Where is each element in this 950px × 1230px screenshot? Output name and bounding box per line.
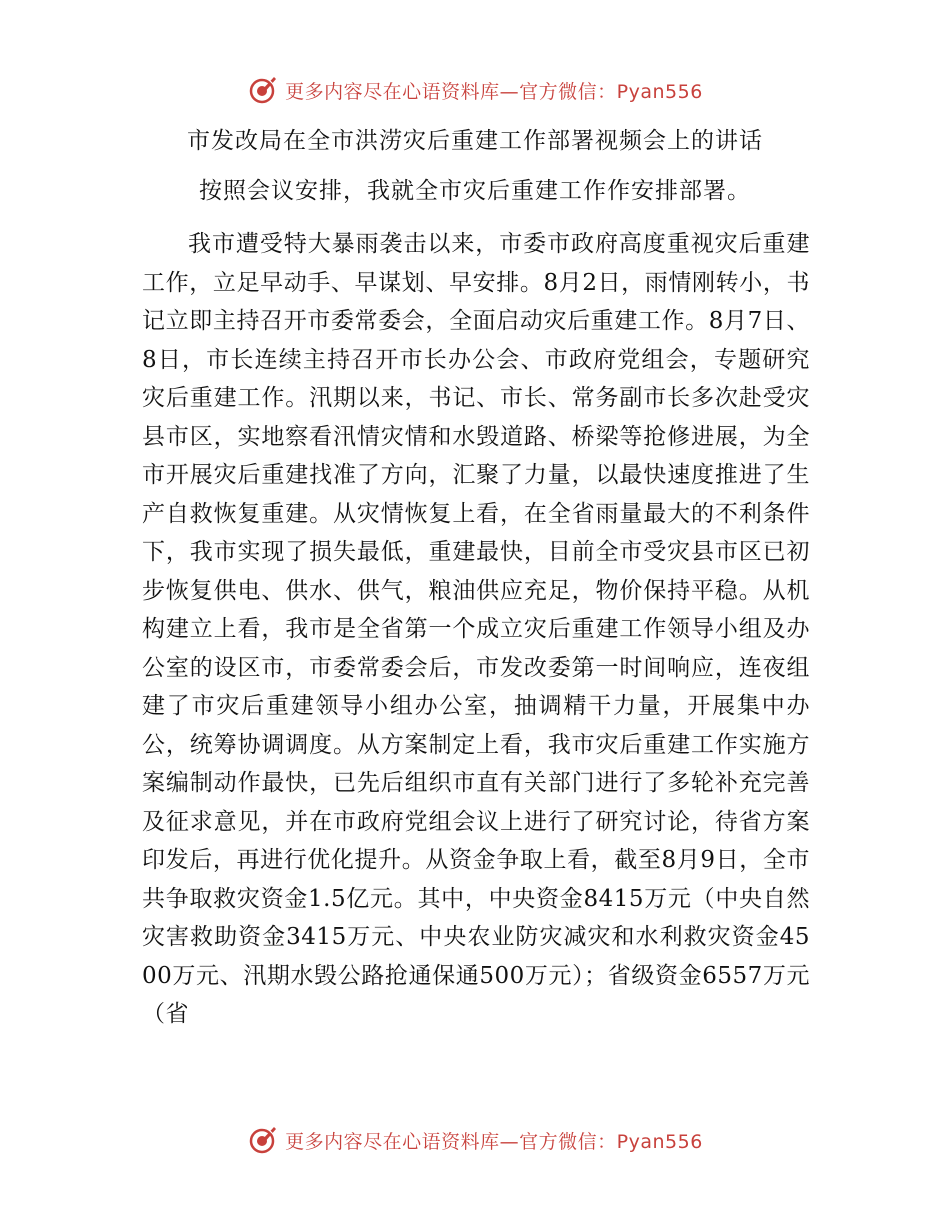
document-title: 市发改局在全市洪涝灾后重建工作部署视频会上的讲话 <box>187 128 763 154</box>
document-body-paragraph: 我市遭受特大暴雨袭击以来，市委市政府高度重视灾后重建工作，立足早动手、早谋划、早安排。8月2日，雨情刚转小，书记立即主持召开市委常委会，全面启动灾后重建工作。8月7日、8日，市长连续主持召开市长办公会、市政府党组会，专题研究灾后重建工作。汛期以来，书记、市长、常务副市长多次赴受灾县市区，实地察看汛情灾情和水毁道路、桥梁等抢修进展，为全市开展灾后重建找准了方向，汇聚了力量，以最快速度推进了生产自救恢复重建。从灾情恢复上看，在全省雨量最大的不利条件下，我市实现了损失最低，重建最快，目前全市受灾县市区已初步恢复供电、供水、供气，粮油供应充足，物价保持平稳。从机构建立上看，我市是全省第一个成立灾后重建工作领导小组及办公室的设区市，市委常委会后，市发改委第一时间响应，连夜组建了市灾后重建领导小组办公室，抽调精干力量，开展集中办公，统筹协调调度。从方案制定上看，我市灾后重建工作实施方案编制动作最快，已先后组织市直有关部门进行了多轮补充完善及征求意见，并在市政府党组会议上进行了研究讨论，待省方案印发后，再进行优化提升。从资金争取上看，截至8月9日，全市共争取救灾资金1.5亿元。其中，中央资金8415万元（中央自然灾害救助资金3415万元、中央农业防灾减灾和水利救灾资金4500万元、汛期水毁公路抢通保通500万元）；省级资金6557万元（省 <box>142 231 810 1027</box>
header-banner-text: 更多内容尽在心语资料库—官方微信：Pyan556 <box>285 80 703 103</box>
footer-watermark-banner <box>0 1120 950 1160</box>
footer-banner-text: 更多内容尽在心语资料库—官方微信：Pyan556 <box>285 1130 703 1153</box>
quill-pen-logo-icon <box>247 74 279 106</box>
quill-pen-logo-icon <box>247 1124 279 1156</box>
document-intro: 按照会议安排，我就全市灾后重建工作作安排部署。 <box>199 178 751 204</box>
header-watermark-banner <box>0 70 950 110</box>
